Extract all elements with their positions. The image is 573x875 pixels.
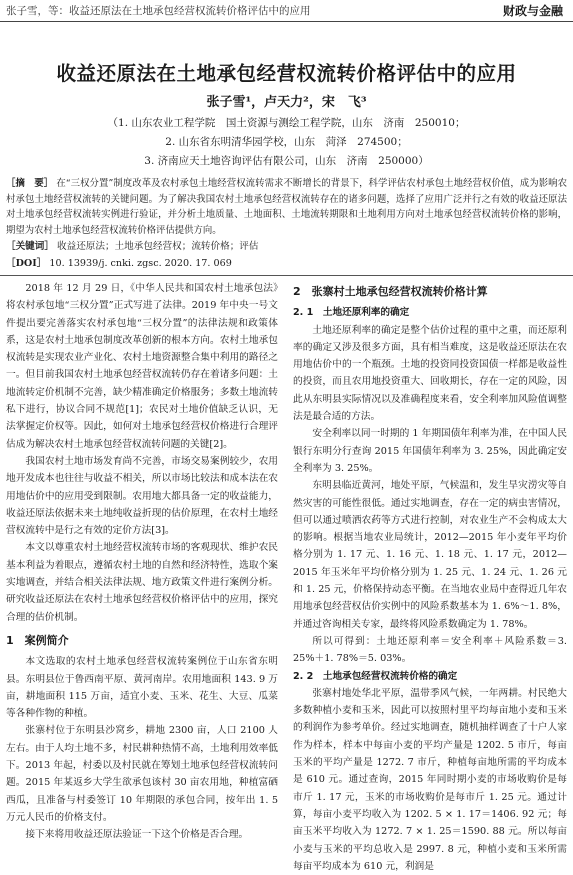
- keywords-line: [6, 238, 259, 252]
- body-paragraph: 所以可得到：土地还原利率＝安全利率＋风险系数＝3. 25%＋1. 78%＝5. 03%。: [293, 635, 567, 665]
- abstract-label: ［摘 要］: [6, 178, 54, 189]
- subsection-heading-2-1: 2. 1 土地还原利率的确定: [293, 307, 410, 319]
- doi-text: 10. 13939/j. cnki. zgsc. 2020. 17. 069: [49, 258, 232, 269]
- body-paragraph: 东明县临近黄河，地处平原，气候温和，发生旱灾涝灾等自然灾害的可能性很低。通过实地调查，存在一定的病虫害情况，但可以通过喷洒农药等方式进行控制，对农业生产不会构成太大的影响。根据当地农业局统计，2012—2015 年小麦年平均价格分别为 1. 17 元、1. 16 元、1. 18 元、1. 17 元，2012—2015 年玉米年平均价格分别为 1. 25 元、1. 24 元、1. 26 元和 1. 25 元，价格保持动态平衡。在当地农业局中查得近几年农用地承包经营权估价实例中的风险系数基本为 1. 6%～1. 8%，并通过咨询相关专家，最终将风险系数确定为 1. 78%。: [293, 480, 567, 630]
- body-paragraph: 土地还原利率的确定是整个估价过程的重中之重，而还原利率的确定又涉及很多方面，具有相当难度，这是收益还原法在农用地估价中的一个瓶颈。土地的投资同投资国债一样都是收益性的投资，而且农用地投资重大、回收期长，存在一定的风险，因此从东明县实际情况以及准确程度来看，安全利率加风险值调整法是最合适的方法。: [293, 324, 567, 423]
- section-heading-1: 1 案例简介: [6, 633, 69, 647]
- article-authors: 张子雪¹，卢天力²，宋 飞³: [206, 95, 367, 110]
- intro-paragraph: 2018 年 12 月 29 日，《中华人民共和国农村土地承包法》将农村承包地“三权分置”正式写进了法律。2019 年中央一号文件提出要完善落实农村承包地“三权分置”的法律法规和政策体系，这是农村土地承包制度改革创新的根本方向。农村土地承包权流转是实现农业产业化、农村土地资源整合集中利用的路径之一。但目前我国农村土地承包经营权流转仍存在着诸多问题：土地流转定价机制不完善，缺少精准确定价格服务；多数土地流转私下进行，协议合同不规范[1]；农民对土地价值缺乏认识，无法掌握定价权等。因此，如何对土地承包经营权价格进行合理评估成为解决农村土地承包经营权流转问题的关键[2]。: [6, 283, 278, 450]
- body-paragraph: 张寨村地处华北平原，温带季风气候，一年两耕。村民绝大多数种植小麦和玉米，因此可以按照村里平均每亩地小麦和玉米的利润作为参考单价。经过实地调查，随机抽样调查了十户人家作为样本，样本中每亩小麦的平均产量是 1202. 5 市斤，每亩玉米的平均产量是 1272. 7 市斤，种植每亩地所需的平均成本是 610 元。通过查询，2015 年同时期小麦的市场收购价是每市斤 1. 17 元，玉米的市场收购价是每市斤 1. 25 元。通过计算，每亩小麦平均收入为 1202. 5 × 1. 17＝1406. 92 元；每亩玉米平均收入为 1272. 7 × 1. 25＝1590. 88 元。所以每亩小麦与玉米的平均总收入是 2997. 8 元，种植小麦和玉米所需每亩平均成本为 610 元，利润是: [293, 687, 567, 872]
- abstract-divider: [0, 275, 573, 276]
- header-rule: [0, 21, 573, 22]
- intro-paragraph: 本文以尊重农村土地经营权流转市场的客观现状、维护农民基本利益为着眼点，遵循农村土地的自然和经济特性，选取个案实地调查，并结合相关法律法规、地方政策文件进行案例分析。研究收益还原法在农村土地承包经营权价格评估中的应用，探究合理的估价机制。: [6, 542, 278, 623]
- body-paragraph: 本文选取的农村土地承包经营权流转案例位于山东省东明县。东明县位于鲁西南平原、黄河南岸。农用地面积 143. 9 万亩，耕地面积 115 万亩，适宜小麦、玉米、花生、大豆、瓜菜等各种作物的种植。: [6, 656, 278, 720]
- intro-paragraph: 我国农村土地市场发育尚不完善，市场交易案例较少，农用地开发成本也往往与收益不相关，所以市场比较法和成本法在农用地估价中的应用受到限制。农用地大都具备一定的收益能力，收益还原法依据未来土地纯收益折现的估价原理，在农村土地经营权流转中是行之有效的定价方法[3]。: [6, 455, 278, 537]
- doi-label: ［DOI］: [6, 258, 47, 269]
- page-header: [0, 0, 573, 22]
- body-paragraph: 安全利率以同一时期的 1 年期国债年利率为准，在中国人民银行东明分行查询 2015 年国债年利率为 3. 25%，因此确定安全利率为 3. 25%。: [293, 428, 567, 474]
- affiliation-3: 3. 济南应天土地咨询评估有限公司，山东 济南 250000）: [144, 155, 429, 167]
- keywords-text: 收益还原法；土地承包经营权；流转价格；评估: [57, 241, 259, 252]
- abstract: [6, 176, 567, 238]
- section-heading-2: 2 张寨村土地承包经营权流转价格计算: [293, 285, 488, 298]
- journal-section: 财政与金融: [502, 4, 563, 18]
- left-column: [6, 280, 278, 844]
- affiliation-2: 2. 山东省东明清华园学校，山东 菏泽 274500；: [165, 136, 408, 148]
- subsection-heading-2-2: 2. 2 土地承包经营权流转价格的确定: [293, 670, 458, 682]
- right-column: [293, 283, 567, 875]
- abstract-text: 在“三权分置”制度改革及农村承包土地经营权流转需求不断增长的背景下，科学评估农村承包土地经营权价值，成为影响农村承包土地经营权流转的关键问题。为了解决我国农村土地承包经营权流转存在的诸多问题，选择了应用广泛并行之有效的收益还原法对土地承包经营权流转实例进行验证，并分析土地质量、土地面积、土地流转期限和土地利用方向对土地承包经营权流转价格的影响，期望为农村土地承包经营权流转价格评估提供方向。: [6, 178, 567, 236]
- body-paragraph: 张寨村位于东明县沙窝乡，耕地 2300 亩，人口 2100 人左右。由于人均土地不多，村民耕种热情不高，土地利用效率低下。2013 年起，村委以及村民就在筹划土地承包经营权流转问题。2015 年某返乡大学生欲承包该村 30 亩农用地，种植富硒西瓜，且准备与村委签订 10 年期限的承包合同，按年出 1. 5 万元人民币的价格支付。: [6, 725, 278, 823]
- keywords-label: ［关键词］: [6, 241, 54, 252]
- doi-line: [6, 255, 232, 269]
- affiliation-1: （1. 山东农业工程学院 国土资源与测绘工程学院，山东 济南 250010；: [107, 117, 466, 129]
- body-paragraph: 接下来将用收益还原法验证一下这个价格是否合理。: [25, 829, 249, 841]
- running-title: 张子雪，等：收益还原法在土地承包经营权流转价格评估中的应用: [6, 5, 311, 17]
- article-title: 收益还原法在土地承包经营权流转价格评估中的应用: [56, 62, 517, 85]
